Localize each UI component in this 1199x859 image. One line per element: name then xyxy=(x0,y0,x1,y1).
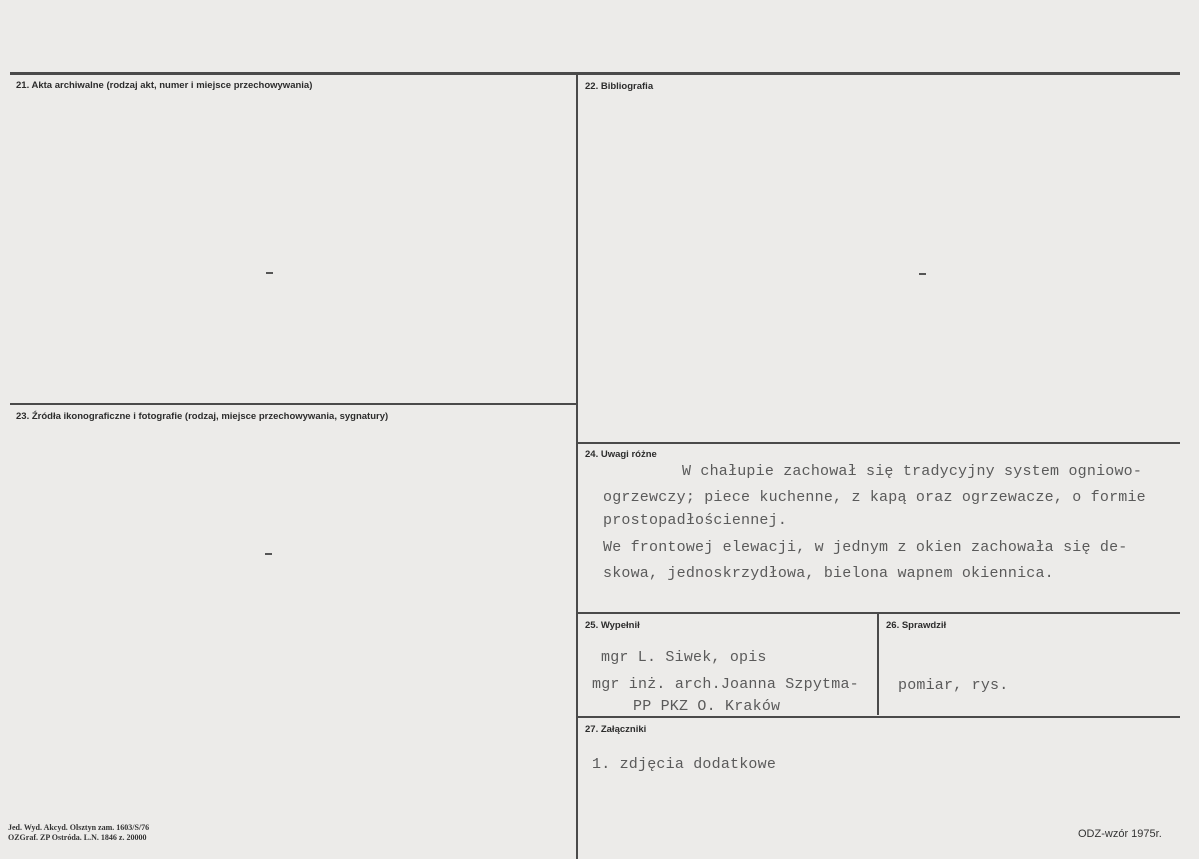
printer-line-2: OZGraf. ZP Ostróda. L.N. 1846 z. 20000 xyxy=(8,833,147,842)
empty-dash-21 xyxy=(266,272,273,274)
empty-dash-22 xyxy=(919,273,926,275)
section-25-label: 25. Wypełnił xyxy=(585,620,640,631)
s27-top-rule xyxy=(577,716,1180,718)
filled-by-line-3: PP PKZ O. Kraków xyxy=(633,698,781,715)
printer-line-1: Jed. Wyd. Akcyd. Olsztyn zam. 1603/S/76 xyxy=(8,823,150,832)
remarks-line-1: W chałupie zachował się tradycyjny system ogniowo- xyxy=(682,463,1143,480)
s24-top-rule xyxy=(577,442,1180,444)
section-23-label: 23. Źródła ikonograficzne i fotografie (rodzaj, miejsce przechowywania, sygnatury) xyxy=(16,411,389,422)
top-rule xyxy=(10,72,1180,75)
attachments-line-1: 1. zdjęcia dodatkowe xyxy=(592,756,777,773)
s25-s26-divider xyxy=(877,613,879,715)
section-24-label: 24. Uwagi różne xyxy=(585,449,657,460)
remarks-line-2: ogrzewczy; piece kuchenne, z kapą oraz ogrzewacze, o formie xyxy=(603,489,1146,506)
section-22-label: 22. Bibliografia xyxy=(585,81,654,92)
printer-imprint xyxy=(8,823,149,843)
center-divider xyxy=(576,74,578,859)
left-mid-rule xyxy=(10,403,577,405)
section-21-label: 21. Akta archiwalne (rodzaj akt, numer i miejsce przechowywania) xyxy=(16,80,313,91)
remarks-line-5: skowa, jednoskrzydłowa, bielona wapnem okiennica. xyxy=(603,565,1054,582)
form-code: ODZ-wzór 1975r. xyxy=(1078,828,1162,840)
filled-by-line-2: mgr inż. arch.Joanna Szpytma- xyxy=(592,676,859,693)
remarks-line-3: prostopadłościennej. xyxy=(603,512,788,529)
checked-by-line-1: pomiar, rys. xyxy=(898,677,1009,694)
section-26-label: 26. Sprawdził xyxy=(886,620,947,631)
filled-by-line-1: mgr L. Siwek, opis xyxy=(601,649,767,666)
section-27-label: 27. Załączniki xyxy=(585,724,647,735)
empty-dash-23 xyxy=(265,553,272,555)
remarks-line-4: We frontowej elewacji, w jednym z okien zachowała się de- xyxy=(603,539,1128,556)
